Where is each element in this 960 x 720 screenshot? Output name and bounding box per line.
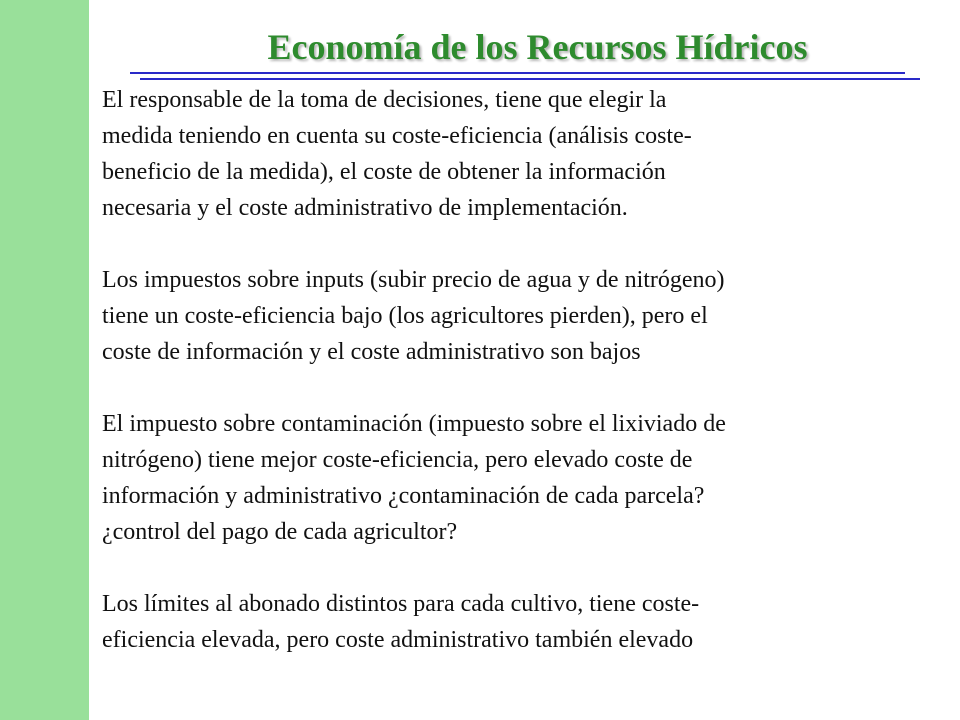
text-line: tiene un coste-eficiencia bajo (los agricultores pierden), pero el (102, 303, 708, 329)
text-line: eficiencia elevada, pero coste administrativo también elevado (102, 627, 694, 653)
title-underline-bottom (140, 78, 920, 80)
slide-title: Economía de los Recursos Hídricos (267, 27, 808, 67)
text-line: Los límites al abonado distintos para cada cultivo, tiene coste- (102, 591, 700, 617)
text-line: ¿control del pago de cada agricultor? (102, 519, 458, 545)
text-line: medida teniendo en cuenta su coste-eficiencia (análisis coste- (102, 123, 692, 149)
text-line: coste de información y el coste administrativo son bajos (102, 339, 641, 365)
text-line: información y administrativo ¿contaminación de cada parcela? (102, 483, 705, 509)
text-line: El impuesto sobre contaminación (impuesto sobre el lixiviado de (102, 411, 726, 437)
left-accent-bar (0, 0, 89, 720)
slide-body (102, 82, 942, 658)
text-line: nitrógeno) tiene mejor coste-eficiencia, pero elevado coste de (102, 447, 693, 473)
paragraph-pollution-tax (102, 406, 942, 550)
text-line: Los impuestos sobre inputs (subir precio de agua y de nitrógeno) (102, 267, 725, 293)
text-line: El responsable de la toma de decisiones, tiene que elegir la (102, 87, 667, 113)
paragraph-decision-maker (102, 82, 942, 226)
paragraph-input-taxes (102, 262, 942, 370)
text-line: beneficio de la medida), el coste de obtener la información (102, 159, 666, 185)
title-underline-top (130, 72, 905, 74)
paragraph-fertilizer-limits (102, 586, 942, 658)
text-line: necesaria y el coste administrativo de implementación. (102, 195, 628, 221)
